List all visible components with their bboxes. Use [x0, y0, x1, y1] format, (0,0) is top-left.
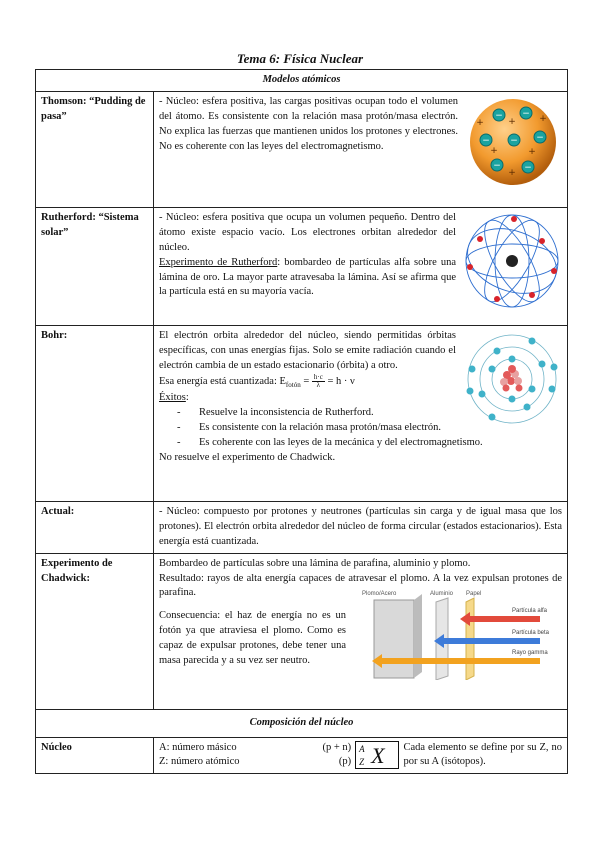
rutherford-exp-label: Experimento de Rutherford [159, 256, 278, 268]
label-nucleo: Núcleo [36, 737, 154, 774]
svg-text:Partícula alfa: Partícula alfa [512, 608, 548, 615]
row-rutherford [36, 207, 568, 325]
chadwick-penetration-figure [352, 588, 562, 680]
nucleus [506, 255, 518, 267]
svg-text:−: − [482, 135, 490, 146]
svg-text:+: + [490, 145, 498, 156]
bohr-no-resuelve: No resuelve el experimento de Chadwick. [159, 451, 336, 463]
svg-text:+: + [539, 113, 547, 124]
nucleus [500, 365, 523, 392]
rutherford-atom-figure [462, 211, 562, 311]
content-actual: - Núcleo: compuesto por protones y neutrones (partículas sin carga y de igual masa que los protones). El electrón orbita alrededor del núcleo de forma circular (estados estacionarios). Esta energía está cuantizada. [154, 501, 568, 553]
content-chadwick [154, 553, 568, 709]
svg-text:−: − [536, 132, 544, 143]
svg-text:Partícula beta: Partícula beta [512, 630, 550, 637]
svg-text:Papel: Papel [466, 591, 482, 598]
physics-table [35, 69, 568, 774]
content-rutherford [154, 207, 568, 325]
svg-text:+: + [528, 146, 536, 157]
svg-text:−: − [524, 162, 532, 173]
exitos-label: Éxitos [159, 392, 186, 404]
label-rutherford: Rutherford: “Sistema solar” [36, 207, 154, 325]
svg-text:+: + [476, 117, 484, 128]
section-row-models [36, 70, 568, 92]
content-thomson [154, 91, 568, 207]
svg-text:Aluminio: Aluminio [430, 591, 454, 598]
thomson-text: - Núcleo: esfera positiva, las cargas positivas ocupan todo el volumen del átomo. Es consistente con la relación masa protón/masa electrón. No explica las fuerzas que mantienen unidos los protones y electrones. No es coherente con las leyes del electromagnetismo. [159, 95, 458, 152]
bohr-energy-formula: Esa energía está cuantizada: $E_{fotón}$ = $\frac{h\cdot c}{\lambda} = h \cdot \nu$ [159, 372, 355, 390]
row-thomson [36, 91, 568, 207]
row-actual [36, 501, 568, 553]
chadwick-text3: Consecuencia: el haz de energía no es un fotón ya que atraviesa el plomo. Como es capaz de expulsar protones, debe tener una masa parecida y a su vez ser neutro. [159, 610, 346, 667]
label-chadwick: Experimento de Chadwick: [36, 553, 154, 709]
svg-text:Plomo/Acero: Plomo/Acero [362, 591, 397, 598]
label-actual: Actual: [36, 501, 154, 553]
nucleo-note: Cada elemento se define por su Z, no por su A (isótopos). [403, 741, 562, 768]
svg-text:−: − [495, 110, 503, 121]
svg-text:+: + [508, 116, 516, 127]
svg-text:−: − [510, 135, 518, 146]
list-item: - Es consistente con la relación masa protón/masa electrón. [177, 421, 562, 436]
bohr-atom-figure [462, 329, 562, 429]
svg-text:−: − [493, 160, 501, 171]
section-header-models: Modelos atómicos [36, 70, 568, 92]
rutherford-exp-text: : bombardeo de partículas alfa sobre una lámina de oro. La mayor parte atravesaba la lámina. Así se afirma que la partícula está en su mayoría vacía. [159, 256, 456, 298]
page-title: Tema 6: Física Nuclear [236, 51, 364, 66]
nucleo-definitions: A: número másico (p + n) Z: número atómico (p) [159, 741, 352, 768]
nuclide-notation: A Z X [355, 741, 399, 769]
list-item: - Es coherente con las leyes de la mecánica y del electromagnetismo. [177, 436, 562, 451]
chadwick-text2: Resultado: rayos de alta energía capaces de atravesar el plomo. A la vez expulsan protones de parafina. [159, 572, 562, 599]
content-nucleo [154, 737, 568, 774]
label-thomson: Thomson: “Pudding de pasa” [36, 91, 154, 207]
label-bohr: Bohr: [36, 325, 154, 501]
row-bohr [36, 325, 568, 501]
row-chadwick [36, 553, 568, 709]
row-nucleo [36, 737, 568, 774]
bohr-text: El electrón orbita alrededor del núcleo, siendo permitidas órbitas específicas, con unas energías fijas. Solo se emite radiación cuando el electrón cambia de un estado estacionario (órbita) a otro. [159, 329, 456, 371]
svg-text:+: + [508, 167, 516, 178]
thomson-atom-figure [464, 95, 562, 187]
list-item: - Resuelve la inconsistencia de Rutherford. [177, 406, 562, 421]
content-bohr: El electrón orbita alrededor del núcleo, siendo permitidas órbitas específicas, con unas energías fijas. Solo se emite radiación cuando el electrón cambia de un estado estacionario (órbita) a otro. Esa energía está cuantizada: $E_{fotón}$ = $\frac{h\cdot c}{\lambda} = h \cdot \nu$ Éxitos: - Resuelve la inconsistencia de Rutherford. - Es consistente con la relación masa protón/masa electrón. - Es coherente con las leyes de la mecánica y del electromagnetismo. No resuelve el experimento de Chadwick. [154, 325, 568, 501]
rutherford-text: - Núcleo: esfera positiva que ocupa un volumen pequeño. Dentro del átomo existe espacio vacío. Los electrones orbitan alrededor del núcleo. [159, 211, 456, 253]
section-header-composition: Composición del núcleo [36, 709, 568, 737]
svg-text:−: − [522, 108, 530, 119]
section-row-composition [36, 709, 568, 737]
svg-text:Rayo gamma: Rayo gamma [512, 650, 548, 657]
beta-beam [434, 634, 540, 648]
chadwick-text1: Bombardeo de partículas sobre una lámina de parafina, aluminio y plomo. [159, 557, 471, 569]
